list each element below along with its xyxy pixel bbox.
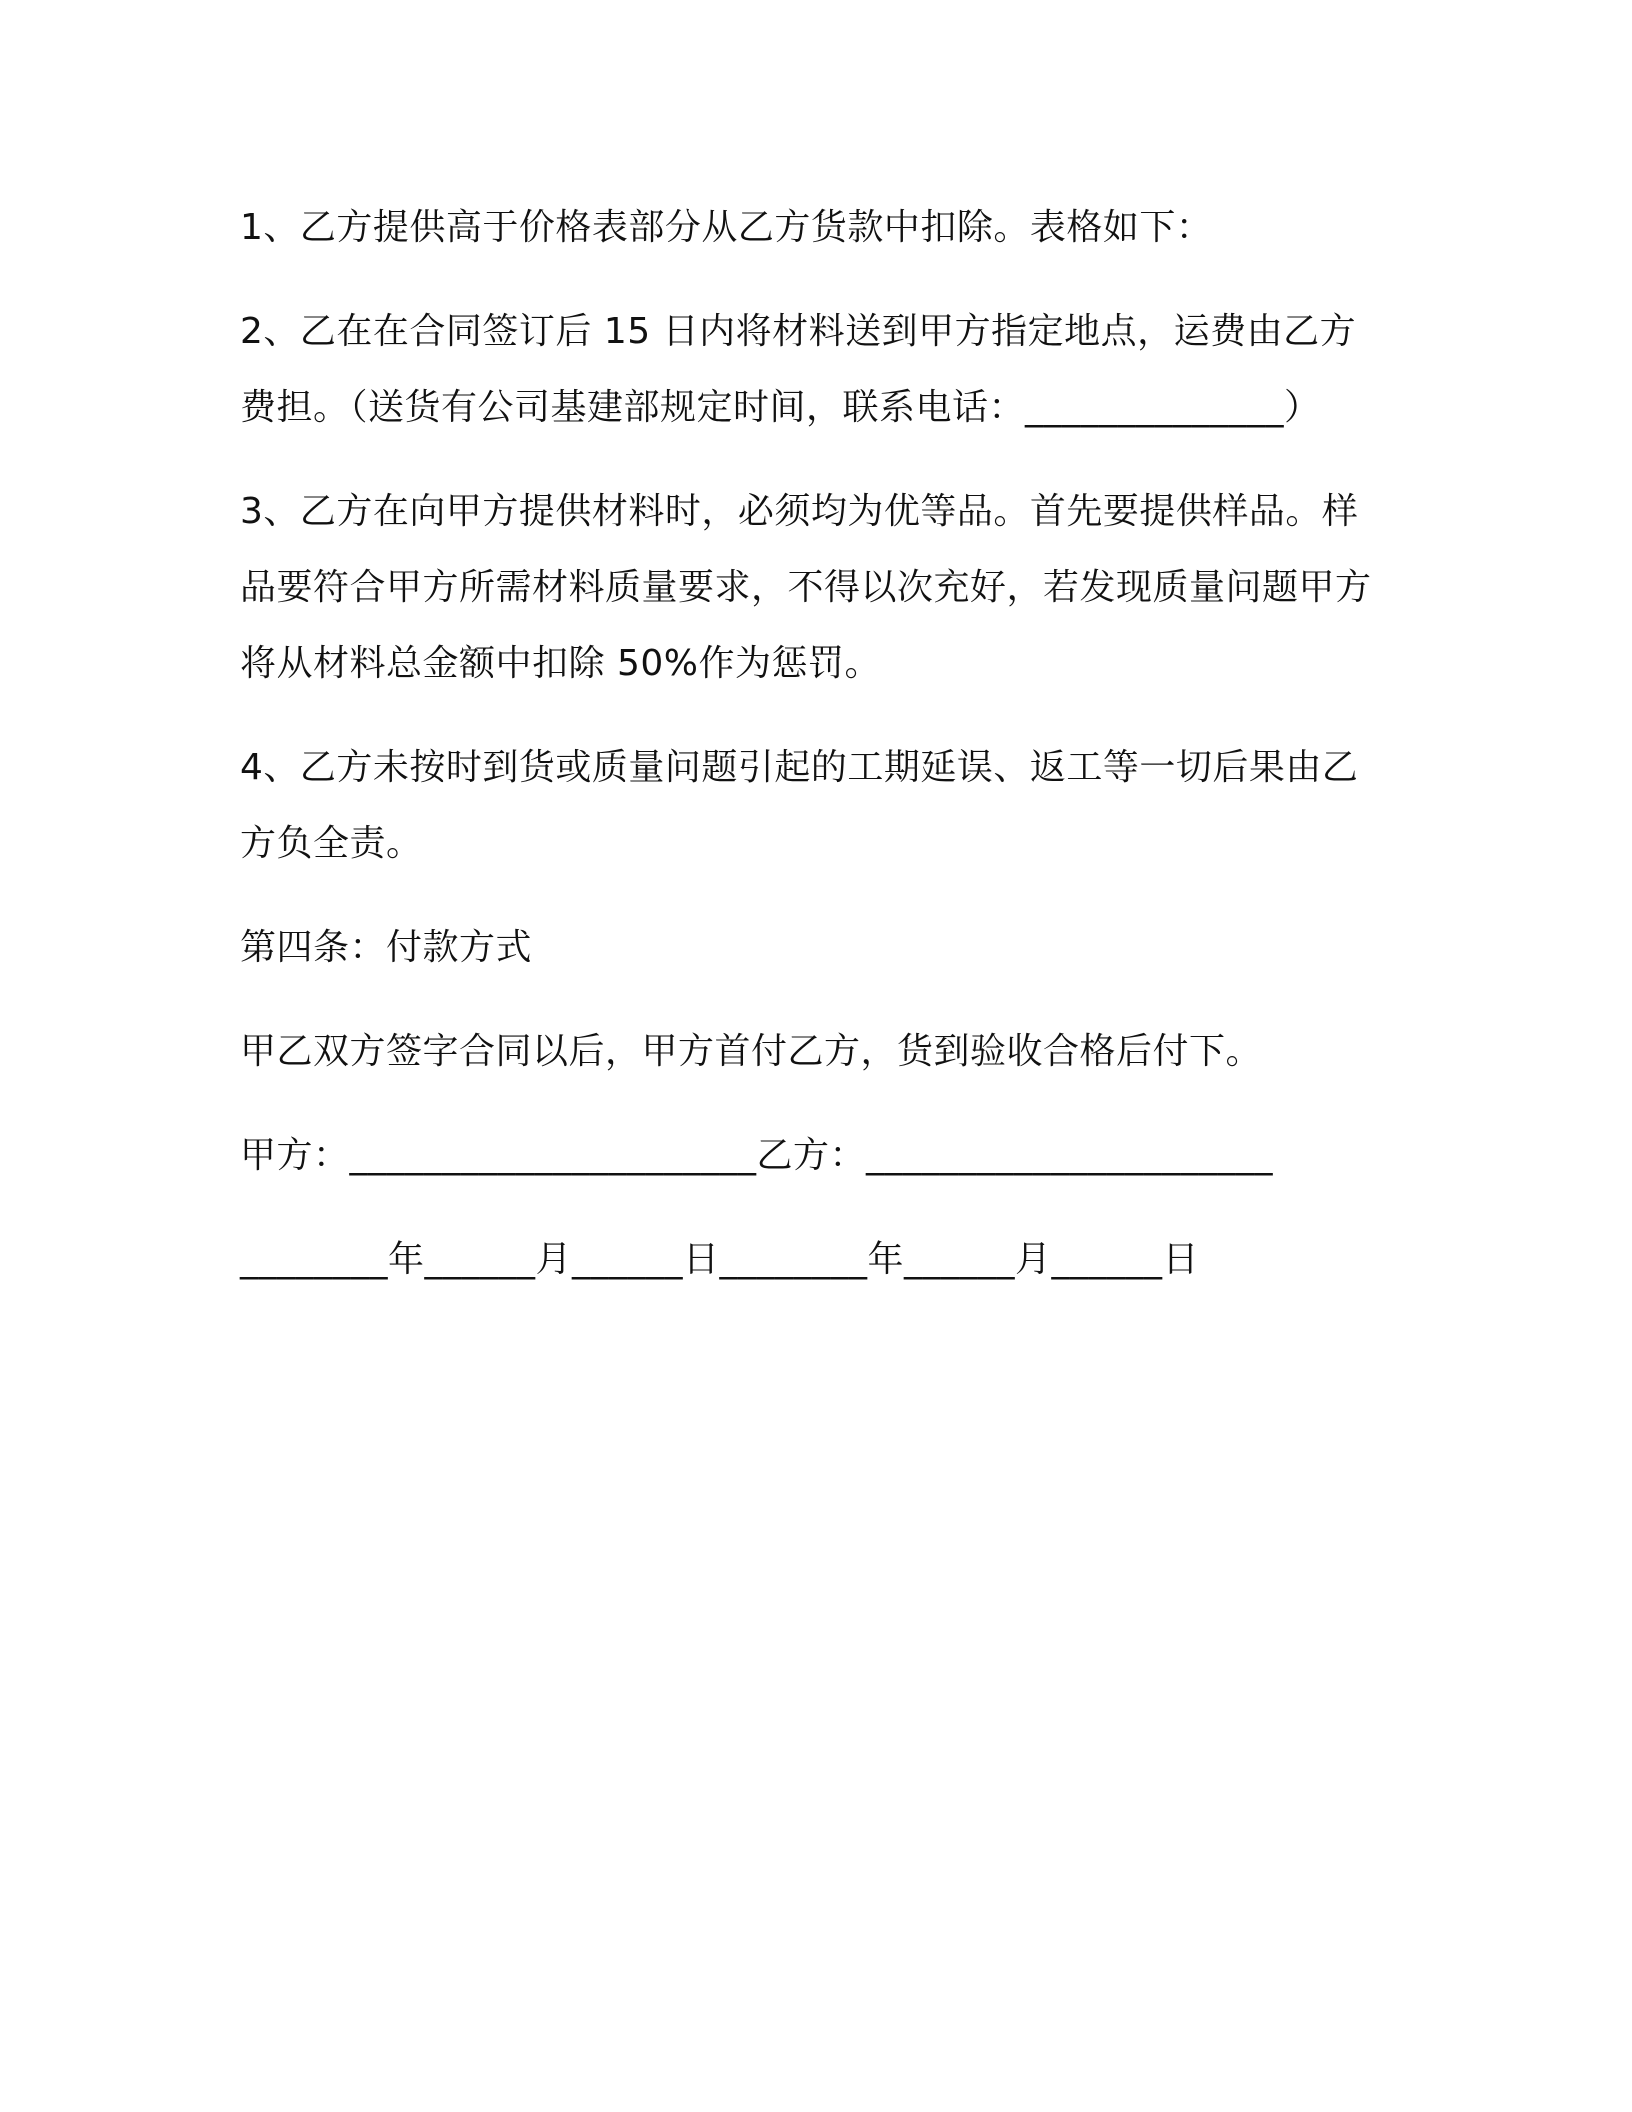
clause-2: 2、乙在在合同签订后 15 日内将材料送到甲方指定地点，运费由乙方费担。（送货有公司基建部规定时间，联系电话：______________） xyxy=(240,311,1357,428)
document-body xyxy=(240,190,1390,1326)
payment-terms: 甲乙双方签字合同以后，甲方首付乙方，货到验收合格后付下。 xyxy=(240,1031,1263,1072)
clause-3: 3、乙方在向甲方提供材料时，必须均为优等品。首先要提供样品。样品要符合甲方所需材料质量要求，不得以次充好，若发现质量问题甲方将从材料总金额中扣除 50%作为惩罚。 xyxy=(240,491,1372,684)
clause-1: 1、乙方提供高于价格表部分从乙方货款中扣除。表格如下： xyxy=(240,207,1213,248)
signature-line: 甲方：______________________乙方：______________________ xyxy=(240,1135,1274,1176)
date-line: ________年______月______日________年______月______日 xyxy=(240,1239,1199,1280)
article-4-heading: 第四条：付款方式 xyxy=(240,927,533,968)
clause-4: 4、乙方未按时到货或质量问题引起的工期延误、返工等一切后果由乙方负全责。 xyxy=(240,747,1359,864)
